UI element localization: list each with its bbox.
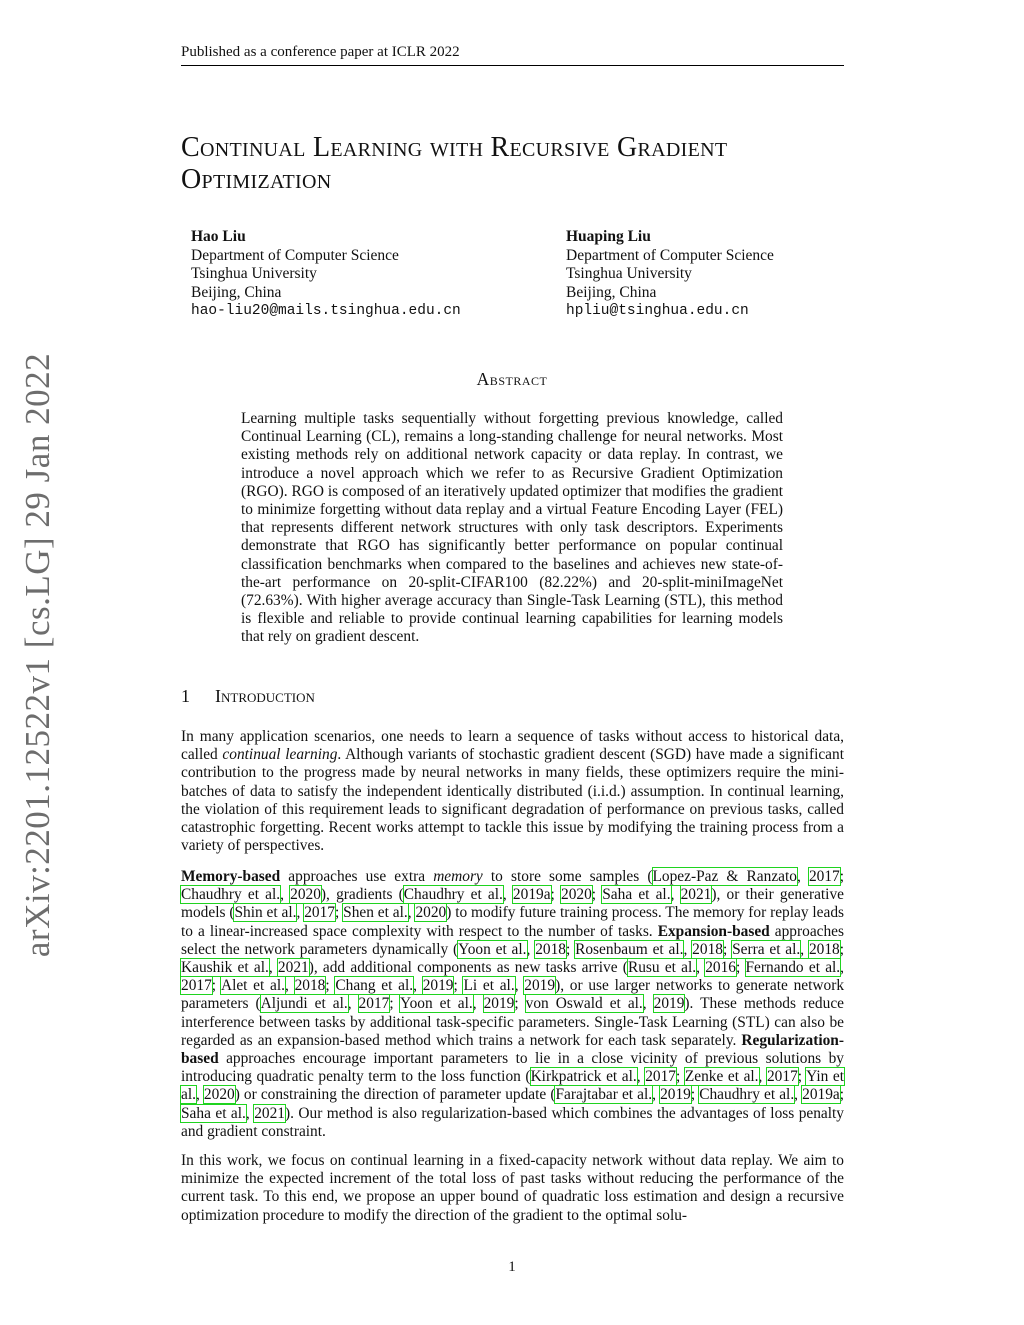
- title-word: Recursive: [490, 132, 610, 163]
- emphasis: continual learning: [222, 746, 338, 764]
- citation-link[interactable]: 2019: [653, 995, 685, 1013]
- citation-link[interactable]: Chang et al.: [335, 977, 414, 995]
- citation-link[interactable]: Yoon et al.: [458, 940, 527, 958]
- author-name: Hao Liu: [191, 228, 246, 245]
- citation-link[interactable]: Alet et al.: [220, 977, 285, 995]
- citation-link[interactable]: Serra et al.: [732, 940, 801, 958]
- author-univ: Tsinghua University: [566, 265, 692, 282]
- author-univ: Tsinghua University: [191, 265, 317, 282]
- citation-link[interactable]: Rosenbaum et al.: [575, 940, 684, 958]
- citation-link[interactable]: 2018: [692, 940, 723, 958]
- citation-link[interactable]: 2019: [422, 977, 454, 995]
- citation-link[interactable]: 2019: [660, 1086, 691, 1104]
- citation-link[interactable]: 2018: [294, 977, 326, 995]
- abstract-heading: Abstract: [476, 369, 548, 389]
- citation-link[interactable]: Chaudhry et al.: [181, 886, 281, 904]
- paper-title: [181, 132, 861, 196]
- citation-link[interactable]: 2017: [304, 904, 335, 922]
- author-block-2: [566, 228, 774, 321]
- author-block-1: [191, 228, 461, 321]
- citation-link[interactable]: 2017: [766, 1068, 798, 1086]
- arxiv-stamp: arXiv:2201.12522v1 [cs.LG] 29 Jan 2022: [18, 352, 57, 958]
- title-word: Learning: [313, 132, 423, 163]
- citation-link[interactable]: Shin et al.: [234, 904, 297, 922]
- citation-link[interactable]: 2019a: [512, 886, 551, 904]
- citation-link[interactable]: Shen et al.: [343, 904, 408, 922]
- author-email[interactable]: hao-liu20@mails.tsinghua.edu.cn: [191, 303, 461, 319]
- citation-link[interactable]: 2017: [181, 977, 212, 995]
- paragraph-3: In this work, we focus on continual learning in a fixed-capacity network without data replay. We aim to minimize the expected increment of the total loss of past tasks without reducing the performance of the current task. To this end, we propose an upper bound of quadratic loss estimation and design a recursive optimization procedure to modify the direction of the gradient to the optimal solu-: [181, 1152, 844, 1224]
- author-dept: Department of Computer Science: [191, 246, 399, 264]
- citation-link[interactable]: 2020: [203, 1086, 235, 1104]
- header-rule: [181, 65, 844, 66]
- citation-link[interactable]: Li et al.: [463, 977, 515, 995]
- title-word: Continual: [181, 132, 306, 163]
- citation-link[interactable]: Chaudhry et al.: [403, 886, 503, 904]
- citation-link[interactable]: 2021: [254, 1104, 285, 1122]
- citation-link[interactable]: 2019: [524, 977, 556, 995]
- author-location: Beijing, China: [566, 283, 657, 301]
- emphasis: memory: [433, 868, 483, 885]
- citation-link[interactable]: Kirkpatrick et al.: [530, 1068, 637, 1086]
- citation-link[interactable]: Farajtabar et al.: [555, 1086, 653, 1104]
- citation-link[interactable]: 2020: [415, 904, 447, 922]
- citation-link[interactable]: Rusu et al.: [627, 959, 697, 977]
- citation-link[interactable]: 2021: [680, 886, 712, 904]
- citation-link[interactable]: Chaudhry et al.: [699, 1086, 795, 1104]
- page-number: 1: [508, 1259, 516, 1275]
- bold-term: Regularization-based: [181, 1031, 844, 1068]
- citation-link[interactable]: Aljundi et al.: [260, 995, 348, 1013]
- citation-link[interactable]: 2016: [705, 959, 736, 977]
- author-location: Beijing, China: [191, 283, 282, 301]
- author-dept: Department of Computer Science: [566, 246, 774, 264]
- citation-link[interactable]: Kaushik et al.: [181, 959, 269, 977]
- citation-link[interactable]: von Oswald et al.: [525, 995, 643, 1013]
- citation-link[interactable]: 2019: [483, 995, 515, 1013]
- author-email[interactable]: hpliu@tsinghua.edu.cn: [566, 303, 749, 319]
- title-word: Gradient: [617, 132, 728, 163]
- paragraph-2: Memory-based approaches use extra memory to store some samples (Lopez-Paz & Ranzato, 2017; Chaudhry et al., 2020), gradients (Chaudhry et al., 2019a; 2020; Saha et al., 2021), or their generative models (Shin et al., 2017; Shen et al., 2020) to modify future training process. The memory for replay leads to a linear-increased space complexity with respect to the number of tasks. Expansion-based approaches select the network parameters dynamically (Yoon et al., 2018; Rosenbaum et al., 2018; Serra et al., 2018; Kaushik et al., 2021), add additional components as new tasks arrive (Rusu et al., 2016; Fernando et al., 2017; Alet et al., 2018; Chang et al., 2019; Li et al., 2019), or use larger networks to generate network parameters (Aljundi et al., 2017; Yoon et al., 2019; von Oswald et al., 2019). These methods reduce interference between tasks by additional task-specific parameters. Single-Task Learning (STL) can also be regarded as an expansion-based method which trains a network for each task separately. Regularization-based approaches encourage important parameters to lie in a close vicinity of previous solutions by introducing quadratic penalty term to the loss function (Kirkpatrick et al., 2017; Zenke et al., 2017; Yin et al., 2020) or constraining the direction of parameter update (Farajtabar et al., 2019; Chaudhry et al., 2019a; Saha et al., 2021). Our method is also regularization-based which combines the advantages of loss penalty and gradient constraint.: [181, 868, 845, 1140]
- citation-link[interactable]: 2017: [808, 868, 840, 885]
- section-number: 1: [181, 686, 190, 706]
- citation-link[interactable]: Yin et al.: [181, 1068, 844, 1104]
- citation-link[interactable]: 2018: [535, 940, 566, 958]
- abstract-text: Learning multiple tasks sequentially without forgetting previous knowledge, called Continual Learning (CL), remains a long-standing challenge for neural networks. Most existing methods rely on additional network capacity or data replay. In contrast, we introduce a novel approach which we refer to as Recursive Gradient Optimization (RGO). RGO is composed of an iteratively updated optimizer that modifies the gradient to minimize forgetting without data replay and a virtual Feature Encoding Layer (FEL) that represents different network structures with only task descriptors. Experiments demonstrate that RGO has significantly better performance on popular continual classification benchmarks when compared to the baselines and achieves new state-of-the-art performance on 20-split-CIFAR100 (82.22%) and 20-split-miniImageNet (72.63%). With higher average accuracy than Single-Task Learning (STL), this method is flexible and reliable to provide continual learning capabilities for learning models that rely on gradient descent.: [241, 410, 783, 646]
- bold-term: Expansion-based: [657, 922, 770, 940]
- citation-link[interactable]: 2018: [808, 940, 840, 958]
- running-header: Published as a conference paper at ICLR 2022: [181, 44, 460, 60]
- author-name: Huaping Liu: [566, 228, 651, 245]
- citation-link[interactable]: 2017: [645, 1068, 676, 1086]
- citation-link[interactable]: 2019a: [802, 1086, 840, 1104]
- citation-link[interactable]: Zenke et al.: [684, 1068, 759, 1086]
- title-word: with: [429, 132, 484, 163]
- paragraph-1: In many application scenarios, one needs to learn a sequence of tasks without access to historical data, called continual learning. Although variants of stochastic gradient descent (SGD) have made a significant contribution to the progress made by neural networks in many fields, these optimizers require the mini-batches of data to satisfy the independent identically distributed (i.i.d.) assumption. In continual learning, the violation of this requirement leads to significant degradation of performance on previous tasks, called catastrophic forgetting. Recent works attempt to tackle this issue by modifying the training process from a variety of perspectives.: [181, 728, 844, 855]
- section-heading: [181, 686, 315, 707]
- bold-term: Memory-based: [181, 868, 281, 885]
- section-title: Introduction: [215, 686, 315, 706]
- citation-link[interactable]: 2020: [561, 886, 592, 904]
- citation-link[interactable]: 2021: [277, 959, 309, 977]
- citation-link[interactable]: Saha et al.: [602, 886, 671, 904]
- citation-link[interactable]: 2020: [290, 886, 321, 904]
- citation-link[interactable]: Fernando et al.: [745, 959, 841, 977]
- citation-link[interactable]: Saha et al.: [181, 1104, 246, 1122]
- citation-link[interactable]: Lopez-Paz & Ranzato: [652, 868, 797, 885]
- citation-link[interactable]: Yoon et al.: [400, 995, 473, 1013]
- citation-link[interactable]: 2017: [358, 995, 390, 1013]
- title-word: Optimization: [181, 164, 332, 195]
